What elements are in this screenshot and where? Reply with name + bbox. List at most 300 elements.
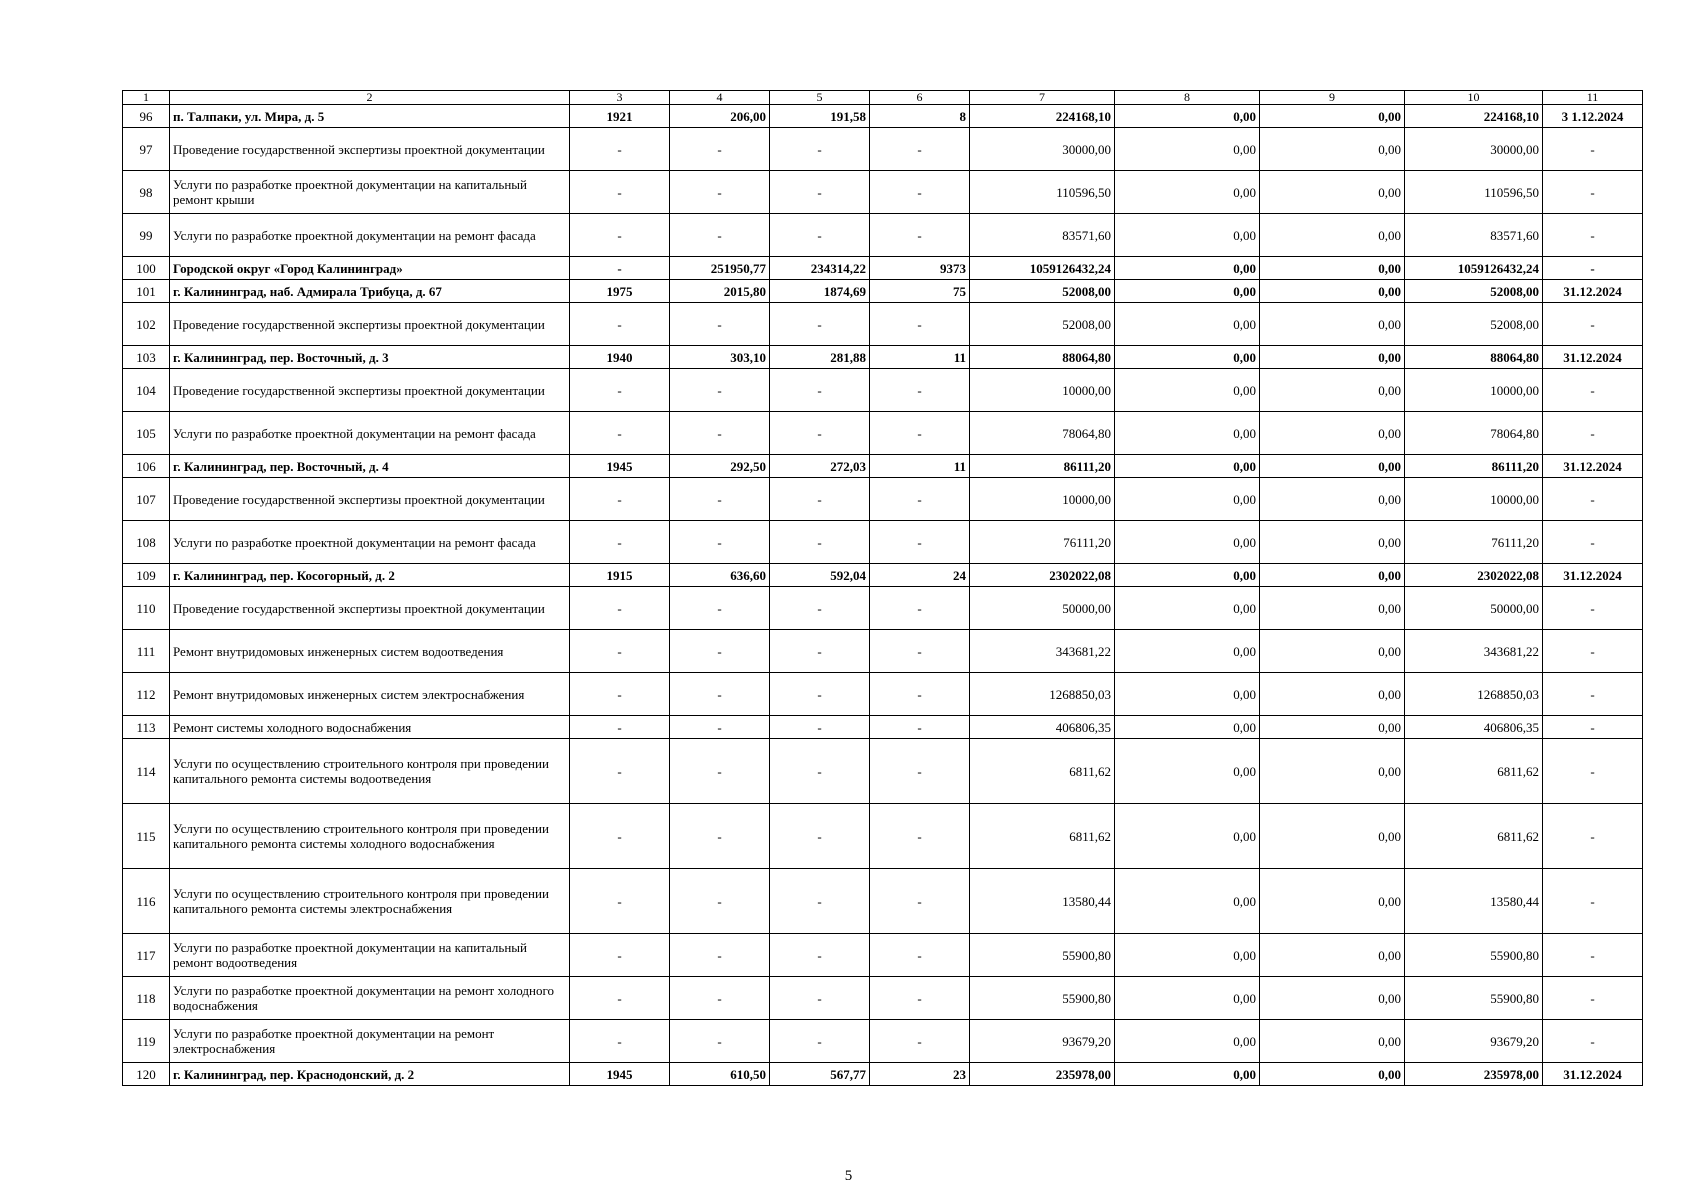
budget-cell: 0,00 (1260, 257, 1405, 280)
year-cell: - (570, 630, 670, 673)
column-number: 2 (170, 91, 570, 105)
area-cell: 636,60 (670, 564, 770, 587)
total-cost-cell: 86111,20 (970, 455, 1115, 478)
residents-cell: - (870, 1020, 970, 1063)
budget-cell: 0,00 (1260, 171, 1405, 214)
deadline-cell: - (1543, 739, 1643, 804)
area-cell: - (670, 171, 770, 214)
area-cell: 610,50 (670, 1063, 770, 1086)
owners-funds-cell: 2302022,08 (1405, 564, 1543, 587)
living-area-cell: - (770, 934, 870, 977)
total-cost-cell: 1268850,03 (970, 673, 1115, 716)
fund-cell: 0,00 (1115, 564, 1260, 587)
residents-cell: - (870, 369, 970, 412)
column-number: 7 (970, 91, 1115, 105)
row-number: 112 (123, 673, 170, 716)
total-cost-cell: 343681,22 (970, 630, 1115, 673)
total-cost-cell: 78064,80 (970, 412, 1115, 455)
residents-cell: 24 (870, 564, 970, 587)
owners-funds-cell: 52008,00 (1405, 303, 1543, 346)
residents-cell: - (870, 128, 970, 171)
deadline-cell: - (1543, 977, 1643, 1020)
residents-cell: - (870, 630, 970, 673)
fund-cell: 0,00 (1115, 105, 1260, 128)
deadline-cell: - (1543, 214, 1643, 257)
budget-cell: 0,00 (1260, 369, 1405, 412)
residents-cell: - (870, 673, 970, 716)
row-name: г. Калининград, наб. Адмирала Трибуца, д. 67 (170, 280, 570, 303)
row-number: 117 (123, 934, 170, 977)
area-cell: - (670, 412, 770, 455)
area-cell: 292,50 (670, 455, 770, 478)
row-number: 115 (123, 804, 170, 869)
deadline-cell: 31.12.2024 (1543, 280, 1643, 303)
row-number: 114 (123, 739, 170, 804)
total-cost-cell: 76111,20 (970, 521, 1115, 564)
row-name: Проведение государственной экспертизы проектной документации (170, 369, 570, 412)
living-area-cell: 234314,22 (770, 257, 870, 280)
year-cell: - (570, 257, 670, 280)
total-cost-cell: 55900,80 (970, 934, 1115, 977)
owners-funds-cell: 88064,80 (1405, 346, 1543, 369)
owners-funds-cell: 235978,00 (1405, 1063, 1543, 1086)
budget-cell: 0,00 (1260, 804, 1405, 869)
deadline-cell: - (1543, 521, 1643, 564)
total-cost-cell: 110596,50 (970, 171, 1115, 214)
column-number: 8 (1115, 91, 1260, 105)
table-row (123, 587, 1643, 630)
deadline-cell: - (1543, 1020, 1643, 1063)
fund-cell: 0,00 (1115, 630, 1260, 673)
residents-cell: - (870, 214, 970, 257)
residents-cell: - (870, 303, 970, 346)
owners-funds-cell: 6811,62 (1405, 739, 1543, 804)
area-cell: - (670, 521, 770, 564)
row-number: 100 (123, 257, 170, 280)
residents-cell: - (870, 934, 970, 977)
living-area-cell: 272,03 (770, 455, 870, 478)
table-row (123, 280, 1643, 303)
deadline-cell: - (1543, 673, 1643, 716)
table-row (123, 673, 1643, 716)
budget-cell: 0,00 (1260, 869, 1405, 934)
living-area-cell: - (770, 478, 870, 521)
row-number: 118 (123, 977, 170, 1020)
deadline-cell: - (1543, 478, 1643, 521)
owners-funds-cell: 78064,80 (1405, 412, 1543, 455)
deadline-cell: - (1543, 934, 1643, 977)
fund-cell: 0,00 (1115, 171, 1260, 214)
living-area-cell: - (770, 977, 870, 1020)
row-name: Проведение государственной экспертизы проектной документации (170, 303, 570, 346)
residents-cell: - (870, 587, 970, 630)
residents-cell: 11 (870, 346, 970, 369)
residents-cell: - (870, 412, 970, 455)
residents-cell: - (870, 521, 970, 564)
fund-cell: 0,00 (1115, 716, 1260, 739)
table-row (123, 739, 1643, 804)
living-area-cell: 1874,69 (770, 280, 870, 303)
row-name: Услуги по разработке проектной документации на ремонт холодного водоснабжения (170, 977, 570, 1020)
budget-cell: 0,00 (1260, 587, 1405, 630)
row-name: Проведение государственной экспертизы проектной документации (170, 587, 570, 630)
living-area-cell: 281,88 (770, 346, 870, 369)
total-cost-cell: 52008,00 (970, 303, 1115, 346)
total-cost-cell: 93679,20 (970, 1020, 1115, 1063)
area-cell: - (670, 804, 770, 869)
fund-cell: 0,00 (1115, 934, 1260, 977)
year-cell: - (570, 478, 670, 521)
residents-cell: 23 (870, 1063, 970, 1086)
row-name: п. Талпаки, ул. Мира, д. 5 (170, 105, 570, 128)
owners-funds-cell: 13580,44 (1405, 869, 1543, 934)
total-cost-cell: 88064,80 (970, 346, 1115, 369)
budget-cell: 0,00 (1260, 303, 1405, 346)
row-name: Услуги по осуществлению строительного контроля при проведении капитального ремонта системы водоотведения (170, 739, 570, 804)
page-number: 5 (844, 1168, 853, 1184)
table-row (123, 521, 1643, 564)
column-number: 5 (770, 91, 870, 105)
year-cell: - (570, 369, 670, 412)
living-area-cell: - (770, 804, 870, 869)
residents-cell: - (870, 716, 970, 739)
budget-cell: 0,00 (1260, 716, 1405, 739)
area-cell: - (670, 739, 770, 804)
owners-funds-cell: 76111,20 (1405, 521, 1543, 564)
year-cell: - (570, 934, 670, 977)
living-area-cell: - (770, 214, 870, 257)
column-number: 1 (123, 91, 170, 105)
table-row (123, 478, 1643, 521)
total-cost-cell: 235978,00 (970, 1063, 1115, 1086)
budget-cell: 0,00 (1260, 128, 1405, 171)
row-name: г. Калининград, пер. Восточный, д. 3 (170, 346, 570, 369)
fund-cell: 0,00 (1115, 369, 1260, 412)
owners-funds-cell: 52008,00 (1405, 280, 1543, 303)
year-cell: - (570, 128, 670, 171)
living-area-cell: - (770, 171, 870, 214)
year-cell: - (570, 171, 670, 214)
table-row (123, 105, 1643, 128)
budget-cell: 0,00 (1260, 478, 1405, 521)
living-area-cell: - (770, 869, 870, 934)
year-cell: - (570, 739, 670, 804)
fund-cell: 0,00 (1115, 1020, 1260, 1063)
area-cell: - (670, 934, 770, 977)
deadline-cell: - (1543, 128, 1643, 171)
year-cell: - (570, 869, 670, 934)
living-area-cell: - (770, 303, 870, 346)
fund-cell: 0,00 (1115, 280, 1260, 303)
row-number: 98 (123, 171, 170, 214)
budget-cell: 0,00 (1260, 739, 1405, 804)
year-cell: 1975 (570, 280, 670, 303)
area-cell: - (670, 1020, 770, 1063)
row-name: Услуги по разработке проектной документации на ремонт фасада (170, 521, 570, 564)
fund-cell: 0,00 (1115, 257, 1260, 280)
owners-funds-cell: 55900,80 (1405, 934, 1543, 977)
residents-cell: 9373 (870, 257, 970, 280)
deadline-cell: 31.12.2024 (1543, 1063, 1643, 1086)
area-cell: - (670, 478, 770, 521)
deadline-cell: 31.12.2024 (1543, 346, 1643, 369)
table-row (123, 412, 1643, 455)
budget-cell: 0,00 (1260, 455, 1405, 478)
row-number: 113 (123, 716, 170, 739)
deadline-cell: - (1543, 171, 1643, 214)
fund-cell: 0,00 (1115, 587, 1260, 630)
table-row (123, 977, 1643, 1020)
area-cell: 303,10 (670, 346, 770, 369)
year-cell: - (570, 303, 670, 346)
row-number: 110 (123, 587, 170, 630)
area-cell: - (670, 587, 770, 630)
living-area-cell: - (770, 673, 870, 716)
row-name: Проведение государственной экспертизы проектной документации (170, 478, 570, 521)
owners-funds-cell: 6811,62 (1405, 804, 1543, 869)
row-number: 119 (123, 1020, 170, 1063)
year-cell: 1945 (570, 1063, 670, 1086)
fund-cell: 0,00 (1115, 303, 1260, 346)
budget-cell: 0,00 (1260, 934, 1405, 977)
budget-cell: 0,00 (1260, 564, 1405, 587)
row-name: Услуги по осуществлению строительного контроля при проведении капитального ремонта системы электроснабжения (170, 869, 570, 934)
column-number: 10 (1405, 91, 1543, 105)
living-area-cell: 567,77 (770, 1063, 870, 1086)
area-cell: 251950,77 (670, 257, 770, 280)
living-area-cell: - (770, 521, 870, 564)
deadline-cell: - (1543, 716, 1643, 739)
row-number: 99 (123, 214, 170, 257)
deadline-cell: - (1543, 369, 1643, 412)
deadline-cell: - (1543, 412, 1643, 455)
budget-cell: 0,00 (1260, 280, 1405, 303)
living-area-cell: - (770, 128, 870, 171)
deadline-cell: - (1543, 869, 1643, 934)
area-cell: - (670, 128, 770, 171)
area-cell: - (670, 716, 770, 739)
row-number: 104 (123, 369, 170, 412)
budget-cell: 0,00 (1260, 630, 1405, 673)
column-number: 4 (670, 91, 770, 105)
year-cell: - (570, 214, 670, 257)
year-cell: - (570, 521, 670, 564)
fund-cell: 0,00 (1115, 455, 1260, 478)
row-name: Услуги по осуществлению строительного контроля при проведении капитального ремонта системы холодного водоснабжения (170, 804, 570, 869)
table-row (123, 369, 1643, 412)
table-row (123, 455, 1643, 478)
row-name: Ремонт внутридомовых инженерных систем водоотведения (170, 630, 570, 673)
table-row (123, 171, 1643, 214)
year-cell: - (570, 977, 670, 1020)
living-area-cell: - (770, 412, 870, 455)
fund-cell: 0,00 (1115, 673, 1260, 716)
year-cell: 1940 (570, 346, 670, 369)
table-row (123, 564, 1643, 587)
budget-cell: 0,00 (1260, 977, 1405, 1020)
owners-funds-cell: 50000,00 (1405, 587, 1543, 630)
row-name: Проведение государственной экспертизы проектной документации (170, 128, 570, 171)
year-cell: 1945 (570, 455, 670, 478)
fund-cell: 0,00 (1115, 128, 1260, 171)
total-cost-cell: 6811,62 (970, 804, 1115, 869)
year-cell: - (570, 673, 670, 716)
column-number: 11 (1543, 91, 1643, 105)
budget-cell: 0,00 (1260, 214, 1405, 257)
deadline-cell: - (1543, 303, 1643, 346)
owners-funds-cell: 1268850,03 (1405, 673, 1543, 716)
total-cost-cell: 224168,10 (970, 105, 1115, 128)
area-cell: - (670, 977, 770, 1020)
fund-cell: 0,00 (1115, 214, 1260, 257)
row-number: 106 (123, 455, 170, 478)
row-number: 101 (123, 280, 170, 303)
row-number: 109 (123, 564, 170, 587)
row-number: 103 (123, 346, 170, 369)
row-number: 96 (123, 105, 170, 128)
total-cost-cell: 50000,00 (970, 587, 1115, 630)
residents-cell: 75 (870, 280, 970, 303)
deadline-cell: - (1543, 630, 1643, 673)
living-area-cell: - (770, 716, 870, 739)
total-cost-cell: 6811,62 (970, 739, 1115, 804)
capital-repair-table (122, 90, 1643, 1086)
area-cell: - (670, 369, 770, 412)
deadline-cell: - (1543, 257, 1643, 280)
total-cost-cell: 10000,00 (970, 478, 1115, 521)
residents-cell: - (870, 478, 970, 521)
residents-cell: - (870, 171, 970, 214)
row-name: Услуги по разработке проектной документации на ремонт фасада (170, 412, 570, 455)
year-cell: - (570, 587, 670, 630)
row-name: Ремонт внутридомовых инженерных систем электроснабжения (170, 673, 570, 716)
budget-cell: 0,00 (1260, 412, 1405, 455)
fund-cell: 0,00 (1115, 739, 1260, 804)
total-cost-cell: 55900,80 (970, 977, 1115, 1020)
owners-funds-cell: 93679,20 (1405, 1020, 1543, 1063)
row-number: 108 (123, 521, 170, 564)
total-cost-cell: 406806,35 (970, 716, 1115, 739)
total-cost-cell: 52008,00 (970, 280, 1115, 303)
deadline-cell: 31.12.2024 (1543, 564, 1643, 587)
table-row (123, 869, 1643, 934)
year-cell: - (570, 804, 670, 869)
budget-cell: 0,00 (1260, 1063, 1405, 1086)
table-row (123, 303, 1643, 346)
fund-cell: 0,00 (1115, 1063, 1260, 1086)
fund-cell: 0,00 (1115, 346, 1260, 369)
year-cell: - (570, 716, 670, 739)
living-area-cell: - (770, 1020, 870, 1063)
living-area-cell: 191,58 (770, 105, 870, 128)
deadline-cell: - (1543, 587, 1643, 630)
column-number-row (123, 91, 1643, 105)
total-cost-cell: 10000,00 (970, 369, 1115, 412)
row-name: Услуги по разработке проектной документации на капитальный ремонт водоотведения (170, 934, 570, 977)
budget-cell: 0,00 (1260, 105, 1405, 128)
year-cell: - (570, 1020, 670, 1063)
owners-funds-cell: 343681,22 (1405, 630, 1543, 673)
table-row (123, 1020, 1643, 1063)
area-cell: 2015,80 (670, 280, 770, 303)
table-row (123, 128, 1643, 171)
row-number: 105 (123, 412, 170, 455)
owners-funds-cell: 110596,50 (1405, 171, 1543, 214)
owners-funds-cell: 10000,00 (1405, 478, 1543, 521)
area-cell: - (670, 869, 770, 934)
owners-funds-cell: 10000,00 (1405, 369, 1543, 412)
row-number: 116 (123, 869, 170, 934)
fund-cell: 0,00 (1115, 521, 1260, 564)
total-cost-cell: 83571,60 (970, 214, 1115, 257)
year-cell: - (570, 412, 670, 455)
total-cost-cell: 2302022,08 (970, 564, 1115, 587)
deadline-cell: 31.12.2024 (1543, 455, 1643, 478)
residents-cell: - (870, 804, 970, 869)
area-cell: 206,00 (670, 105, 770, 128)
row-name: Услуги по разработке проектной документации на ремонт фасада (170, 214, 570, 257)
row-number: 102 (123, 303, 170, 346)
row-name: Услуги по разработке проектной документации на капитальный ремонт крыши (170, 171, 570, 214)
year-cell: 1921 (570, 105, 670, 128)
deadline-cell: 3 1.12.2024 (1543, 105, 1643, 128)
total-cost-cell: 1059126432,24 (970, 257, 1115, 280)
table-row (123, 257, 1643, 280)
table-row (123, 630, 1643, 673)
owners-funds-cell: 83571,60 (1405, 214, 1543, 257)
table-row (123, 1063, 1643, 1086)
residents-cell: 11 (870, 455, 970, 478)
owners-funds-cell: 86111,20 (1405, 455, 1543, 478)
column-number: 3 (570, 91, 670, 105)
fund-cell: 0,00 (1115, 869, 1260, 934)
total-cost-cell: 30000,00 (970, 128, 1115, 171)
table-row (123, 804, 1643, 869)
column-number: 6 (870, 91, 970, 105)
row-name: Городской округ «Город Калининград» (170, 257, 570, 280)
column-number: 9 (1260, 91, 1405, 105)
living-area-cell: - (770, 630, 870, 673)
living-area-cell: 592,04 (770, 564, 870, 587)
row-number: 111 (123, 630, 170, 673)
budget-cell: 0,00 (1260, 521, 1405, 564)
living-area-cell: - (770, 739, 870, 804)
owners-funds-cell: 224168,10 (1405, 105, 1543, 128)
table-row (123, 716, 1643, 739)
residents-cell: - (870, 739, 970, 804)
row-name: Ремонт системы холодного водоснабжения (170, 716, 570, 739)
owners-funds-cell: 1059126432,24 (1405, 257, 1543, 280)
table-body (123, 91, 1643, 1086)
area-cell: - (670, 214, 770, 257)
row-name: г. Калининград, пер. Краснодонский, д. 2 (170, 1063, 570, 1086)
owners-funds-cell: 30000,00 (1405, 128, 1543, 171)
fund-cell: 0,00 (1115, 478, 1260, 521)
table-row (123, 346, 1643, 369)
fund-cell: 0,00 (1115, 977, 1260, 1020)
owners-funds-cell: 55900,80 (1405, 977, 1543, 1020)
row-name: г. Калининград, пер. Восточный, д. 4 (170, 455, 570, 478)
row-name: г. Калининград, пер. Косогорный, д. 2 (170, 564, 570, 587)
fund-cell: 0,00 (1115, 412, 1260, 455)
area-cell: - (670, 673, 770, 716)
residents-cell: - (870, 977, 970, 1020)
row-number: 97 (123, 128, 170, 171)
budget-cell: 0,00 (1260, 346, 1405, 369)
deadline-cell: - (1543, 804, 1643, 869)
residents-cell: 8 (870, 105, 970, 128)
area-cell: - (670, 303, 770, 346)
